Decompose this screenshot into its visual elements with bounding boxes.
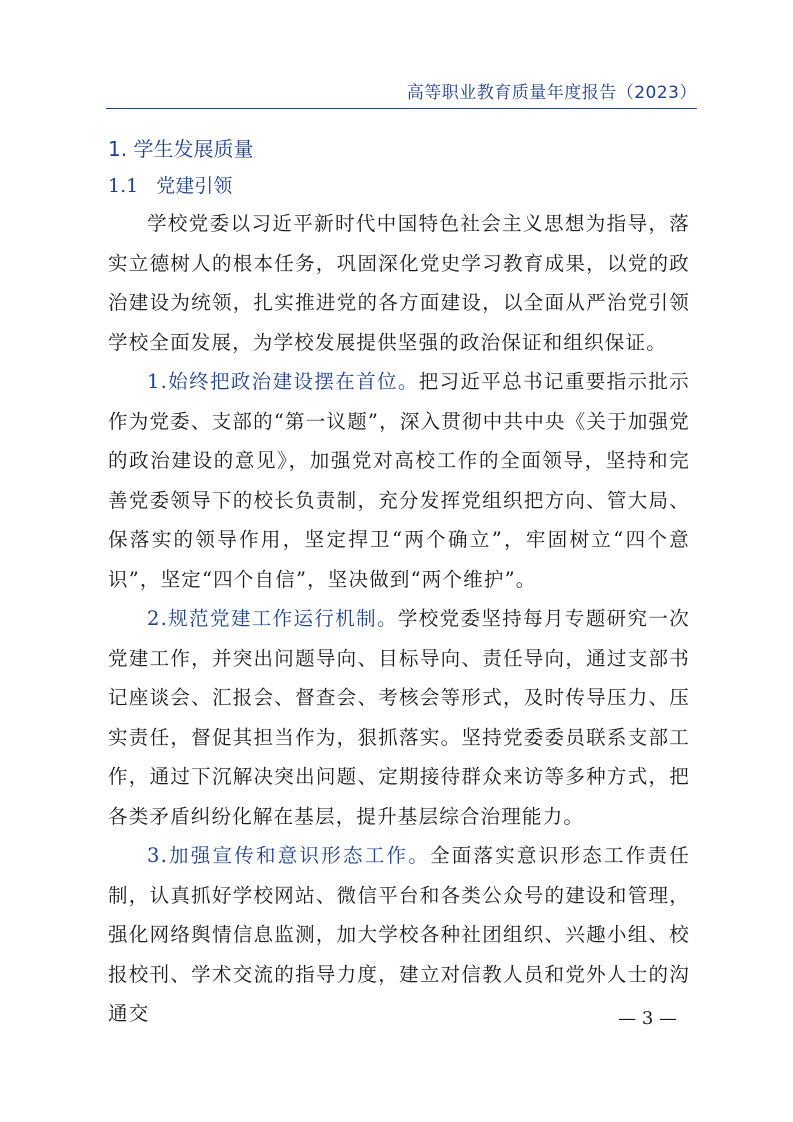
header-divider <box>106 108 697 109</box>
item-paragraph-1 <box>108 362 690 599</box>
item-paragraph-2 <box>108 599 690 836</box>
section-heading: 1. 学生发展质量 <box>108 137 254 161</box>
subsection-heading <box>108 168 690 204</box>
item-body-2: 学校党委坚持每月专题研究一次党建工作，并突出问题导向、目标导向、责任导向，通过支部书记座谈会、汇报会、督查会、考核会等形式，及时传导压力、压实责任，督促其担当作为，狠抓落实。坚持党委委员联系支部工作，通过下沉解决突出问题、定期接待群众来访等多种方式，把各类矛盾纠纷化解在基层，提升基层综合治理能力。 <box>108 607 690 828</box>
item-body-1: 把习近平总书记重要指示批示作为党委、支部的“第一议题”，深入贯彻中共中央《关于加强党的政治建设的意见》，加强党对高校工作的全面领导，坚持和完善党委领导下的校长负责制，充分发挥党组织把方向、管大局、保落实的领导作用，坚定捍卫“两个确立”，牢固树立“四个意识”，坚定“四个自信”，坚决做到“两个维护”。 <box>108 370 691 591</box>
report-header-title: 高等职业教育质量年度报告（2023） <box>406 83 697 103</box>
page-number: — 3 — <box>618 1008 677 1029</box>
item-lead-1: 1.始终把政治建设摆在首位。 <box>147 370 419 393</box>
item-lead-3: 3.加强宣传和意识形态工作。 <box>147 844 431 867</box>
intro-paragraph: 学校党委以习近平新时代中国特色社会主义思想为指导，落实立德树人的根本任务，巩固深化党史学习教育成果，以党的政治建设为统领，扎实推进党的各方面建设，以全面从严治党引领学校全面发展，为学校发展提供坚强的政治保证和组织保证。 <box>108 212 690 354</box>
item-lead-2: 2.规范党建工作运行机制。 <box>147 607 398 630</box>
subsection-number: 1.1 <box>108 175 139 197</box>
subsection-title: 党建引领 <box>156 175 233 197</box>
item-body-3: 全面落实意识形态工作责任制，认真抓好学校网站、微信平台和各类公众号的建设和管理，强化网络舆情信息监测，加大学校各种社团组织、兴趣小组、校报校刊、学术交流的指导力度，建立对信教人员和党外人士的沟通交 <box>108 844 691 1025</box>
item-paragraph-3 <box>108 836 690 1034</box>
page-content <box>108 130 690 1034</box>
